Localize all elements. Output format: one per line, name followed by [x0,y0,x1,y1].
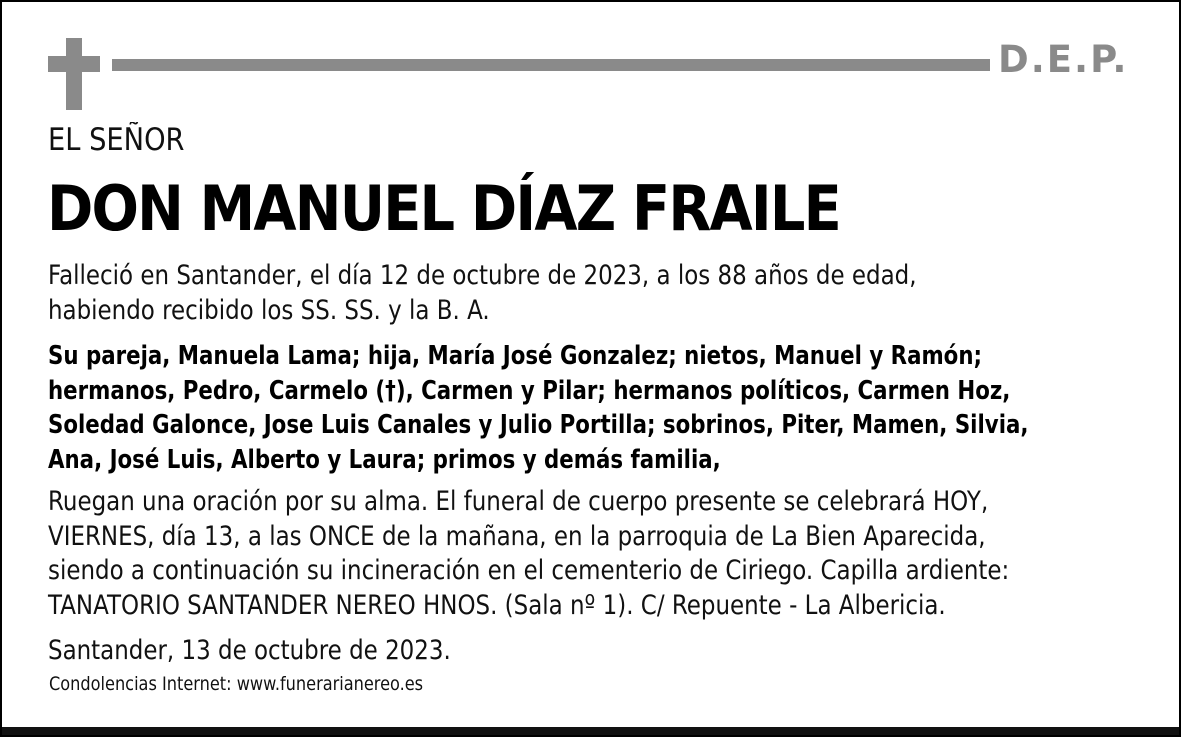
header-rule [112,59,990,71]
bottom-border [2,727,1179,735]
deceased-name: DON MANUEL DÍAZ FRAILE [47,172,840,245]
service-paragraph [48,485,1009,623]
cross-icon [48,38,100,110]
family-line: hermanos, Pedro, Carmelo (†), Carmen y Pilar; hermanos políticos, Carmen Hoz, [48,375,1011,406]
service-line: Ruegan una oración por su alma. El funeral de cuerpo presente se celebrará HOY, [48,486,989,517]
death-line: Falleció en Santander, el día 12 de octubre de 2023, a los 88 años de edad, [48,260,917,291]
family-line: Ana, José Luis, Alberto y Laura; primos y demás familia, [48,444,721,475]
title-prefix: EL SEÑOR [48,122,185,158]
family-paragraph [48,339,1029,477]
condolences-link: Condolencias Internet: www.funerarianereo.es [49,673,424,695]
service-line: VIERNES, día 13, a las ONCE de la mañana, en la parroquia de La Bien Aparecida, [48,520,986,552]
family-line: Soledad Galonce, Jose Luis Canales y Julio Portilla; sobrinos, Piter, Mamen, Silvia, [48,410,1029,440]
death-line: habiendo recibido los SS. SS. y la B. A. [48,294,490,326]
service-line: TANATORIO SANTANDER NEREO HNOS. (Sala nº 1). C/ Repuente - La Albericia. [48,589,946,621]
service-line: siendo a continuación su incineración en el cementerio de Ciriego. Capilla ardiente: [48,555,1010,586]
family-line: Su pareja, Manuela Lama; hija, María José Gonzalez; nietos, Manuel y Ramón; [48,341,983,371]
dep-label: D.E.P. [998,38,1129,81]
death-paragraph [48,259,917,328]
place-date: Santander, 13 de octubre de 2023. [48,635,451,666]
